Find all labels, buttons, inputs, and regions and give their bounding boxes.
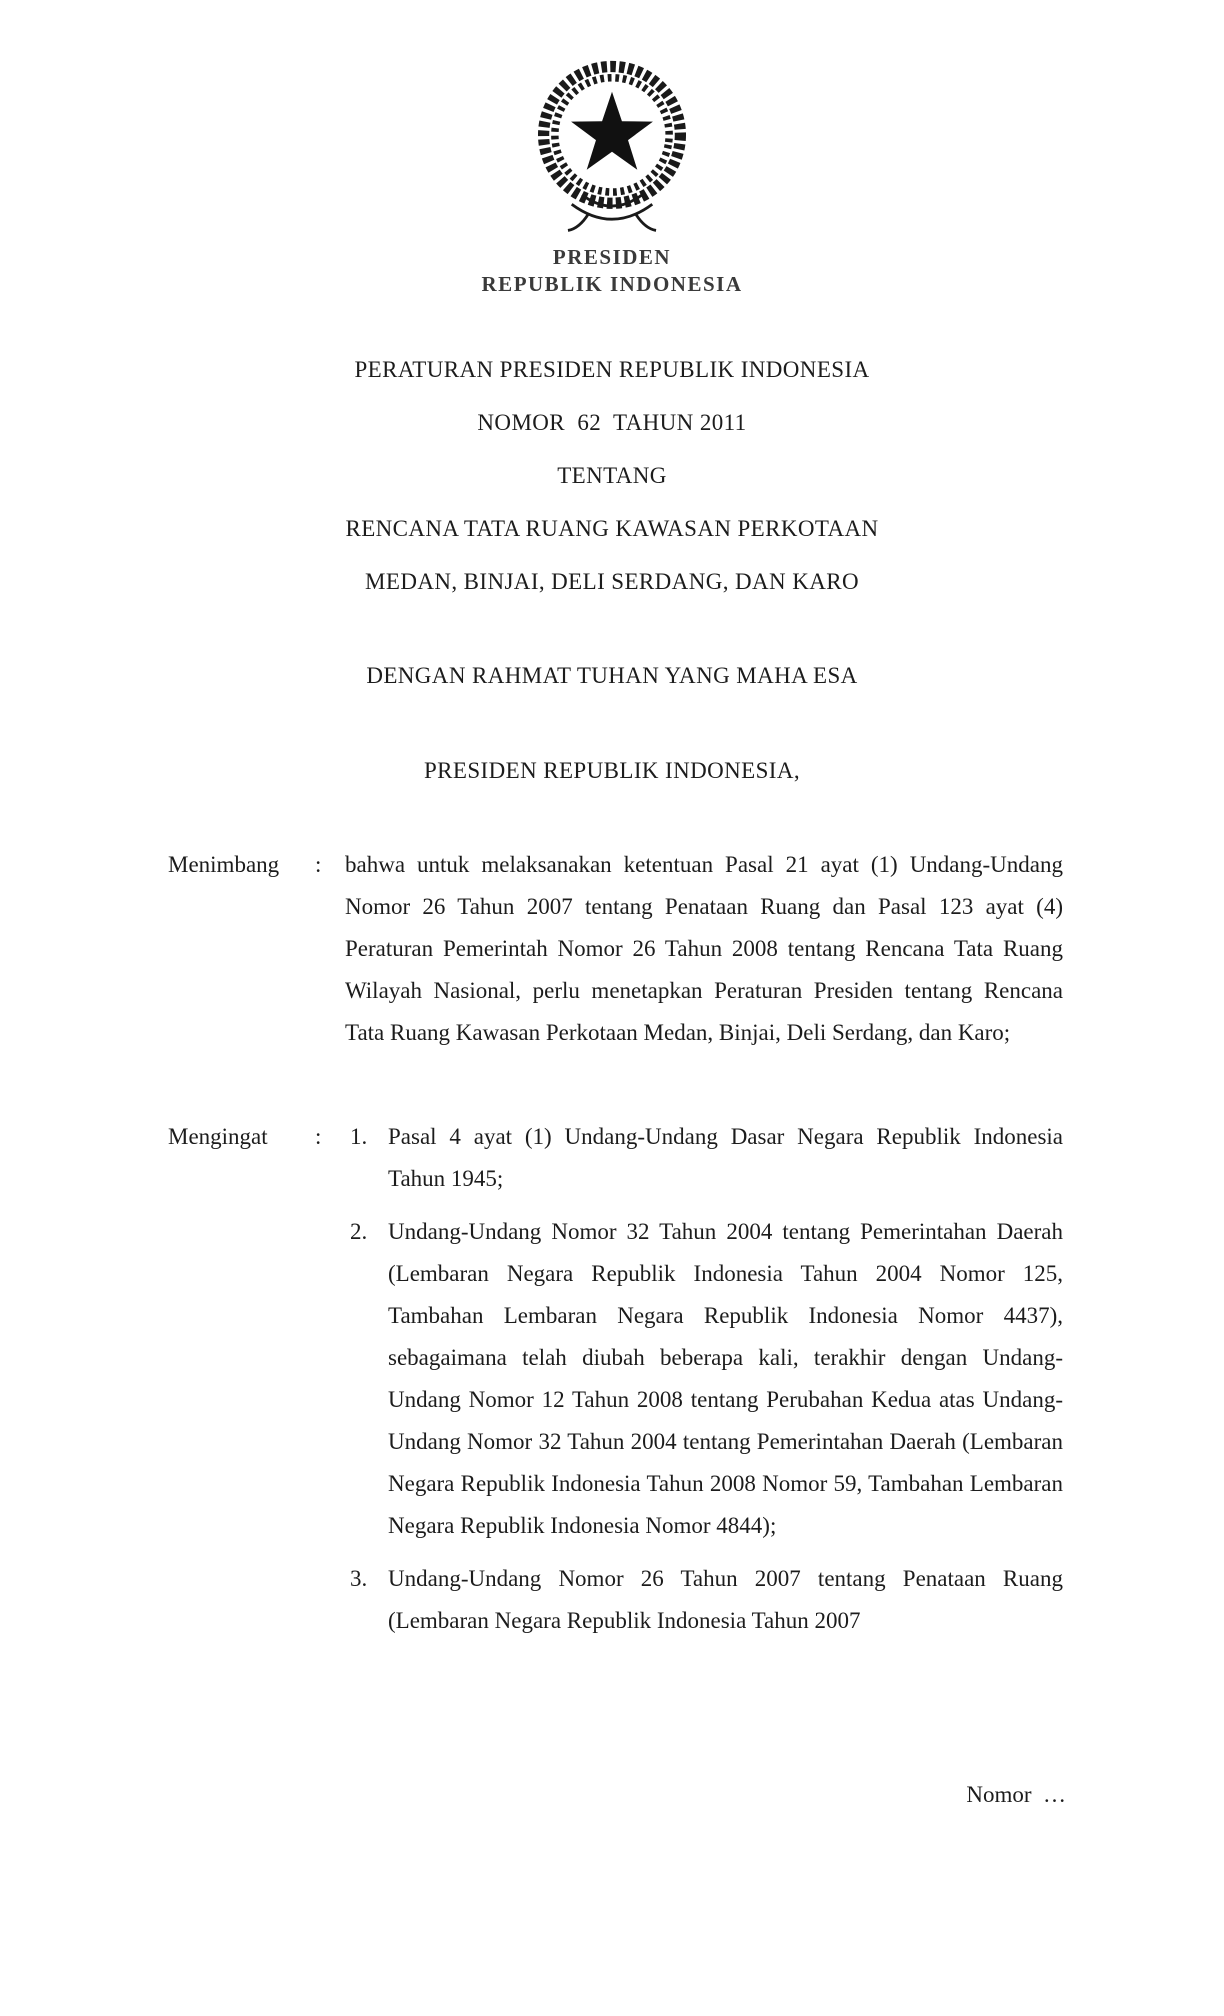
considering-colon: : — [315, 852, 322, 877]
title-block — [0, 356, 1224, 784]
letterhead-presiden: PRESIDEN — [552, 245, 672, 269]
recalling-section — [168, 1116, 1063, 1642]
authority-line: PRESIDEN REPUBLIK INDONESIA, — [423, 758, 800, 783]
considering-label: Menimbang — [168, 852, 280, 877]
list-item-number: 1. — [350, 1124, 368, 1149]
list-item — [345, 1211, 1063, 1547]
recalling-colon: : — [315, 1124, 322, 1149]
recalling-list — [345, 1116, 1063, 1642]
considering-section — [168, 844, 1063, 1054]
letterhead-republik-indonesia: REPUBLIK INDONESIA — [481, 272, 743, 296]
document-body — [0, 844, 1224, 1642]
regulation-title: PERATURAN PRESIDEN REPUBLIK INDONESIA — [354, 357, 870, 382]
list-item — [345, 1558, 1063, 1642]
list-item-text: Pasal 4 ayat (1) Undang-Undang Dasar Negara Republik Indonesia Tahun 1945; — [388, 1124, 1063, 1191]
recalling-label: Mengingat — [168, 1124, 268, 1149]
regulation-number: NOMOR 62 TAHUN 2011 — [477, 410, 747, 435]
list-item — [345, 1116, 1063, 1200]
page-catchword: Nomor … — [966, 1782, 1066, 1807]
presidential-star-wreath-icon — [523, 52, 701, 244]
list-item-text: Undang-Undang Nomor 26 Tahun 2007 tentang Penataan Ruang (Lembaran Negara Republik Indonesia Tahun 2007 — [388, 1566, 1063, 1633]
subject-line-1: RENCANA TATA RUANG KAWASAN PERKOTAAN — [345, 516, 879, 541]
tentang-label: TENTANG — [557, 463, 667, 488]
list-item-number: 2. — [350, 1219, 368, 1244]
list-item-text: Undang-Undang Nomor 32 Tahun 2004 tentang Pemerintahan Daerah (Lembaran Negara Republik Indonesia Tahun 2004 Nomor 125, Tambahan Lembaran Negara Republik Indonesia Nomor 4437), sebagaimana telah diubah beberapa kali, terakhir dengan Undang-Undang Nomor 12 Tahun 2008 tentang Perubahan Kedua atas Undang-Undang Nomor 32 Tahun 2004 tentang Pemerintahan Daerah (Lembaran Negara Republik Indonesia Tahun 2008 Nomor 59, Tambahan Lembaran Negara Republik Indonesia Nomor 4844); — [388, 1219, 1063, 1538]
invocation-line: DENGAN RAHMAT TUHAN YANG MAHA ESA — [366, 663, 858, 688]
list-item-number: 3. — [350, 1566, 368, 1591]
considering-text: bahwa untuk melaksanakan ketentuan Pasal 21 ayat (1) Undang-Undang Nomor 26 Tahun 2007 tentang Penataan Ruang dan Pasal 123 ayat (4) Peraturan Pemerintah Nomor 26 Tahun 2008 tentang Rencana Tata Ruang Wilayah Nasional, perlu menetapkan Peraturan Presiden tentang Rencana Tata Ruang Kawasan Perkotaan Medan, Binjai, Deli Serdang, dan Karo; — [345, 852, 1063, 1045]
subject-line-2: MEDAN, BINJAI, DELI SERDANG, DAN KARO — [365, 569, 859, 594]
letterhead — [0, 0, 1224, 298]
